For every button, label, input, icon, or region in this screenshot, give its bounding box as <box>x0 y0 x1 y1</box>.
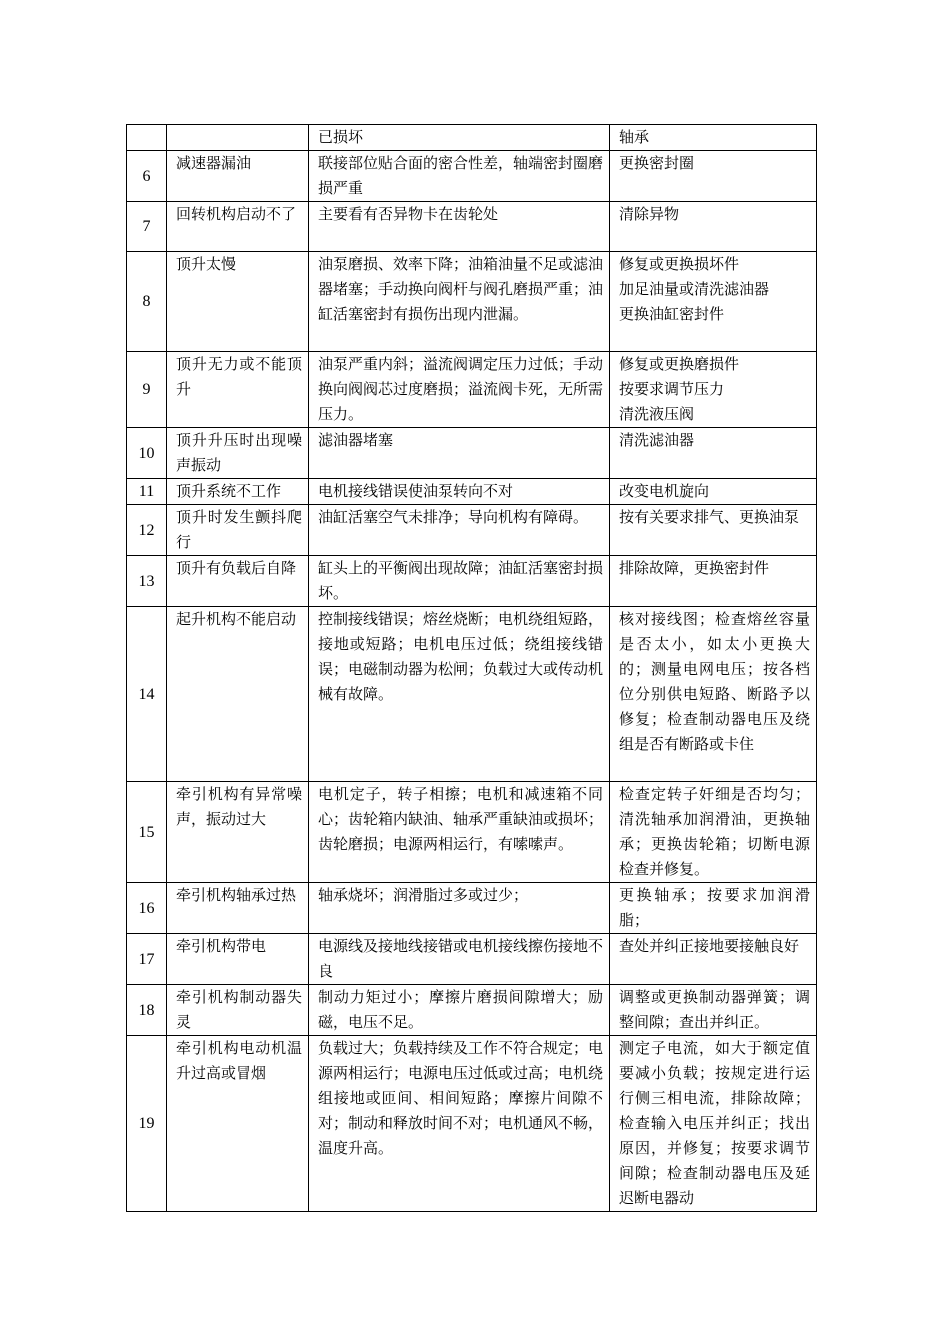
remedy-cell <box>610 1036 817 1212</box>
fault-cell: 牵引机构制动器失灵 <box>167 985 309 1036</box>
remedy-line: 清洗液压阀 <box>619 405 695 423</box>
row-number-cell: 15 <box>127 782 167 883</box>
table-row <box>127 252 817 352</box>
remedy-line: 排除故障，更换密封件 <box>619 559 770 577</box>
row-number-cell: 16 <box>127 883 167 934</box>
row-number-cell: 6 <box>127 151 167 202</box>
row-number-cell: 17 <box>127 934 167 985</box>
cause-cell: 电机接线错误使油泵转向不对 <box>309 479 610 505</box>
remedy-line: 修复或更换磨损件 <box>619 355 740 373</box>
table-row <box>127 352 817 428</box>
cause-cell: 油泵磨损、效率下降；油箱油量不足或滤油器堵塞；手动换向阀杆与阀孔磨损严重；油缸活塞密封有损伤出现内泄漏。 <box>309 252 610 352</box>
remedy-cell <box>610 252 817 352</box>
fault-cell: 顶升系统不工作 <box>167 479 309 505</box>
remedy-cell <box>610 934 817 985</box>
cause-cell: 油泵严重内斜；溢流阀调定压力过低；手动换向阀阀芯过度磨损；溢流阀卡死，无所需压力。 <box>309 352 610 428</box>
remedy-cell <box>610 428 817 479</box>
cause-cell: 主要看有否异物卡在齿轮处 <box>309 202 610 252</box>
cause-cell: 已损坏 <box>309 125 610 151</box>
remedy-cell <box>610 607 817 782</box>
remedy-line: 检查定转子奸细是否均匀；清洗轴承加润滑油，更换轴承；更换齿轮箱；切断电源检查并修复。 <box>619 785 810 878</box>
row-number-cell: 19 <box>127 1036 167 1212</box>
row-number-cell <box>127 125 167 151</box>
remedy-line: 更换轴承；按要求加润滑脂； <box>619 886 810 929</box>
row-number-cell: 7 <box>127 202 167 252</box>
remedy-cell <box>610 782 817 883</box>
fault-table-body <box>127 125 817 1212</box>
cause-cell: 负载过大；负载持续及工作不符合规定；电源两相运行；电源电压过低或过高；电机绕组接地或匝间、相间短路；摩擦片间隙不对；制动和释放时间不对；电机通风不畅，温度升高。 <box>309 1036 610 1212</box>
row-number-cell: 10 <box>127 428 167 479</box>
table-row <box>127 202 817 252</box>
remedy-cell <box>610 556 817 607</box>
remedy-line: 轴承 <box>619 128 650 146</box>
table-row <box>127 607 817 782</box>
remedy-line: 更换密封圈 <box>619 154 695 172</box>
cause-cell: 油缸活塞空气未排净；导向机构有障碍。 <box>309 505 610 556</box>
remedy-line: 更换油缸密封件 <box>619 305 725 323</box>
fault-cell: 顶升时发生颤抖爬行 <box>167 505 309 556</box>
remedy-cell <box>610 202 817 252</box>
fault-cell: 减速器漏油 <box>167 151 309 202</box>
fault-cell: 顶升升压时出现噪声振动 <box>167 428 309 479</box>
fault-cell: 牵引机构电动机温升过高或冒烟 <box>167 1036 309 1212</box>
remedy-cell <box>610 985 817 1036</box>
fault-cell <box>167 125 309 151</box>
remedy-line: 按要求调节压力 <box>619 380 725 398</box>
remedy-line: 查处并纠正接地要接触良好 <box>619 937 800 955</box>
remedy-cell <box>610 505 817 556</box>
fault-cell: 牵引机构轴承过热 <box>167 883 309 934</box>
row-number-cell: 12 <box>127 505 167 556</box>
fault-cell: 回转机构启动不了 <box>167 202 309 252</box>
cause-cell: 控制接线错误；熔丝烧断；电机绕组短路，接地或短路；电机电压过低；绕组接线错误；电磁制动器为松闸；负载过大或传动机械有故障。 <box>309 607 610 782</box>
table-row <box>127 479 817 505</box>
remedy-cell <box>610 125 817 151</box>
remedy-cell <box>610 479 817 505</box>
remedy-cell <box>610 883 817 934</box>
remedy-line: 核对接线图；检查熔丝容量是否太小，如太小更换大的；测量电网电压；按各档位分别供电短路、断路予以修复；检查制动器电压及绕组是否有断路或卡住 <box>619 610 810 753</box>
table-row <box>127 505 817 556</box>
table-row <box>127 125 817 151</box>
remedy-line: 加足油量或清洗滤油器 <box>619 280 770 298</box>
remedy-cell <box>610 352 817 428</box>
cause-cell: 电源线及接地线接错或电机接线擦伤接地不良 <box>309 934 610 985</box>
row-number-cell: 13 <box>127 556 167 607</box>
cause-cell: 轴承烧坏；润滑脂过多或过少； <box>309 883 610 934</box>
table-row <box>127 151 817 202</box>
table-row <box>127 934 817 985</box>
remedy-line: 调整或更换制动器弹簧；调整间隙；查出并纠正。 <box>619 988 810 1031</box>
remedy-line: 修复或更换损坏件 <box>619 255 740 273</box>
row-number-cell: 14 <box>127 607 167 782</box>
remedy-line: 清除异物 <box>619 205 680 223</box>
row-number-cell: 9 <box>127 352 167 428</box>
fault-cell: 顶升有负载后自降 <box>167 556 309 607</box>
fault-cell: 顶升无力或不能顶升 <box>167 352 309 428</box>
table-row <box>127 556 817 607</box>
cause-cell: 联接部位贴合面的密合性差，轴端密封圈磨损严重 <box>309 151 610 202</box>
cause-cell: 滤油器堵塞 <box>309 428 610 479</box>
fault-cell: 牵引机构带电 <box>167 934 309 985</box>
table-row <box>127 428 817 479</box>
remedy-line: 改变电机旋向 <box>619 482 710 500</box>
row-number-cell: 11 <box>127 479 167 505</box>
remedy-line: 按有关要求排气、更换油泵 <box>619 508 800 526</box>
remedy-line: 测定子电流，如大于额定值要减小负载；按规定进行运行侧三相电流，排除故障；检查输入电压并纠正；找出原因，并修复；按要求调节间隙；检查制动器电压及延迟断电器动 <box>619 1039 810 1207</box>
fault-cell: 顶升太慢 <box>167 252 309 352</box>
fault-table <box>126 124 817 1212</box>
row-number-cell: 18 <box>127 985 167 1036</box>
table-row <box>127 782 817 883</box>
table-row <box>127 1036 817 1212</box>
table-row <box>127 985 817 1036</box>
fault-cell: 起升机构不能启动 <box>167 607 309 782</box>
remedy-line: 清洗滤油器 <box>619 431 695 449</box>
cause-cell: 缸头上的平衡阀出现故障；油缸活塞密封损坏。 <box>309 556 610 607</box>
cause-cell: 电机定子，转子相擦；电机和减速箱不同心；齿轮箱内缺油、轴承严重缺油或损坏；齿轮磨损；电源两相运行，有嗦嗦声。 <box>309 782 610 883</box>
table-row <box>127 883 817 934</box>
remedy-cell <box>610 151 817 202</box>
cause-cell: 制动力矩过小；摩擦片磨损间隙增大；励磁，电压不足。 <box>309 985 610 1036</box>
fault-cell: 牵引机构有异常噪声，振动过大 <box>167 782 309 883</box>
row-number-cell: 8 <box>127 252 167 352</box>
